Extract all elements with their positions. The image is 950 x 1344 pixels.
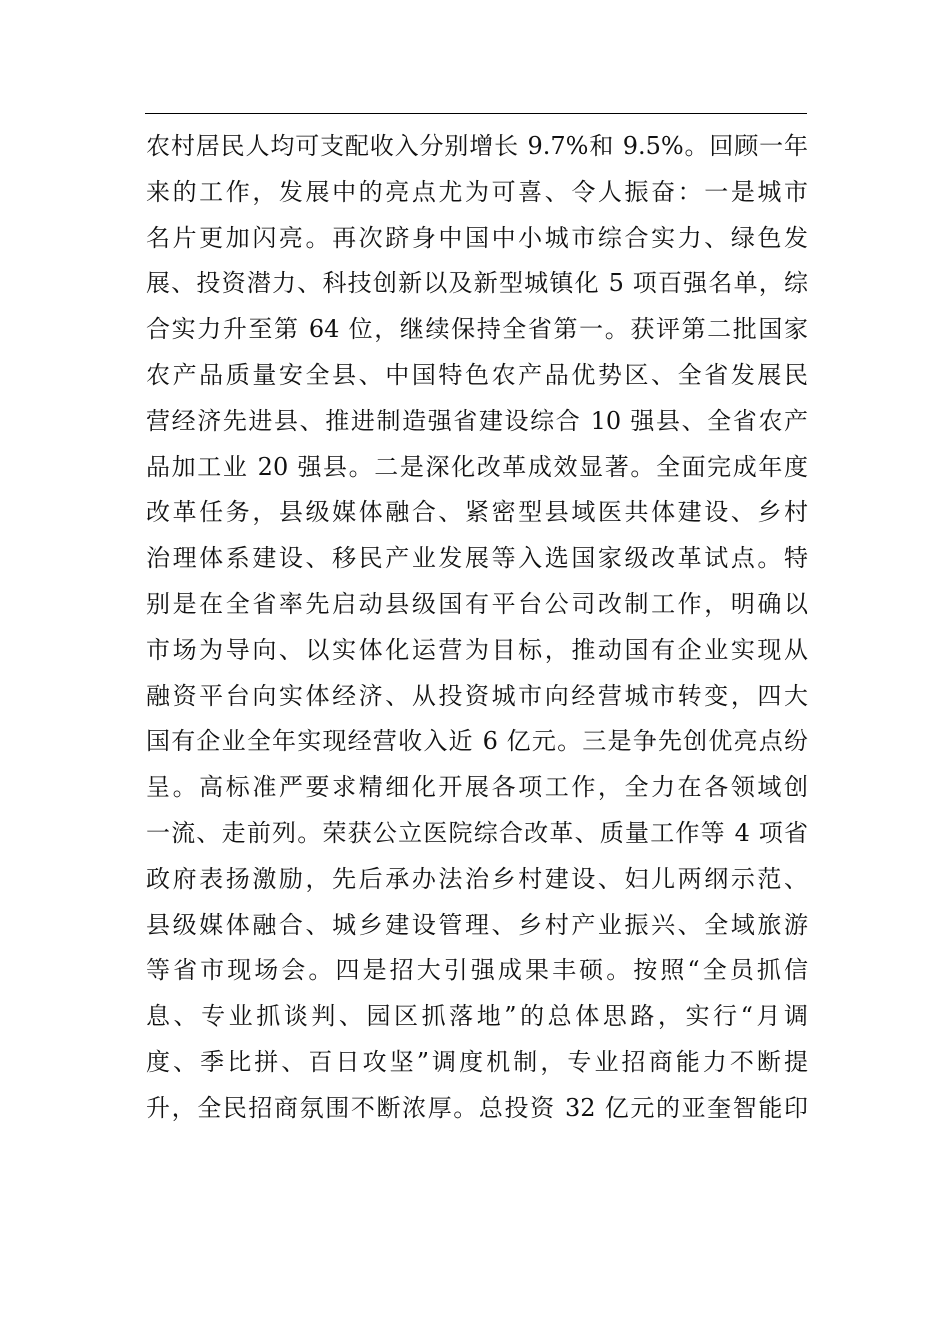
text-line: 县级媒体融合、城乡建设管理、乡村产业振兴、全域旅游 xyxy=(146,910,808,939)
text-line: 名片更加闪亮。再次跻身中国中小城市综合实力、绿色发 xyxy=(146,223,808,252)
text-line: 品加工业 20 强县。二是深化改革成效显著。全面完成年度 xyxy=(146,452,808,481)
header-rule xyxy=(145,113,807,114)
text-line: 息、专业抓谈判、园区抓落地”的总体思路，实行“月调 xyxy=(146,1002,808,1031)
text-line: 展、投资潜力、科技创新以及新型城镇化 5 项百强名单，综 xyxy=(146,269,808,298)
text-line: 农村居民人均可支配收入分别增长 9.7%和 9.5%。回顾一年 xyxy=(146,132,808,160)
text-line: 农产品质量安全县、中国特色农产品优势区、全省发展民 xyxy=(146,360,808,389)
text-line: 升，全民招商氛围不断浓厚。总投资 32 亿元的亚奎智能印 xyxy=(146,1093,808,1122)
text-line: 改革任务，县级媒体融合、紧密型县域医共体建设、乡村 xyxy=(146,498,808,527)
text-line: 合实力升至第 64 位，继续保持全省第一。获评第二批国家 xyxy=(146,315,808,344)
body-paragraph xyxy=(146,124,808,1132)
text-line: 营经济先进县、推进制造强省建设综合 10 强县、全省农产 xyxy=(146,406,808,435)
text-line: 市场为导向、以实体化运营为目标，推动国有企业实现从 xyxy=(146,635,808,664)
text-line: 来的工作，发展中的亮点尤为可喜、令人振奋：一是城市 xyxy=(146,177,808,206)
text-line: 治理体系建设、移民产业发展等入选国家级改革试点。特 xyxy=(146,544,808,573)
text-line: 等省市现场会。四是招大引强成果丰硕。按照“全员抓信 xyxy=(146,956,808,985)
text-line: 政府表扬激励，先后承办法治乡村建设、妇儿两纲示范、 xyxy=(146,864,808,893)
text-line: 呈。高标准严要求精细化开展各项工作，全力在各领域创 xyxy=(146,773,808,802)
text-line: 度、季比拼、百日攻坚”调度机制，专业招商能力不断提 xyxy=(146,1047,808,1076)
text-line: 融资平台向实体经济、从投资城市向经营城市转变，四大 xyxy=(146,681,808,710)
text-line: 一流、走前列。荣获公立医院综合改革、质量工作等 4 项省 xyxy=(146,818,808,847)
text-line: 别是在全省率先启动县级国有平台公司改制工作，明确以 xyxy=(146,589,808,618)
text-line: 国有企业全年实现经营收入近 6 亿元。三是争先创优亮点纷 xyxy=(146,727,808,756)
